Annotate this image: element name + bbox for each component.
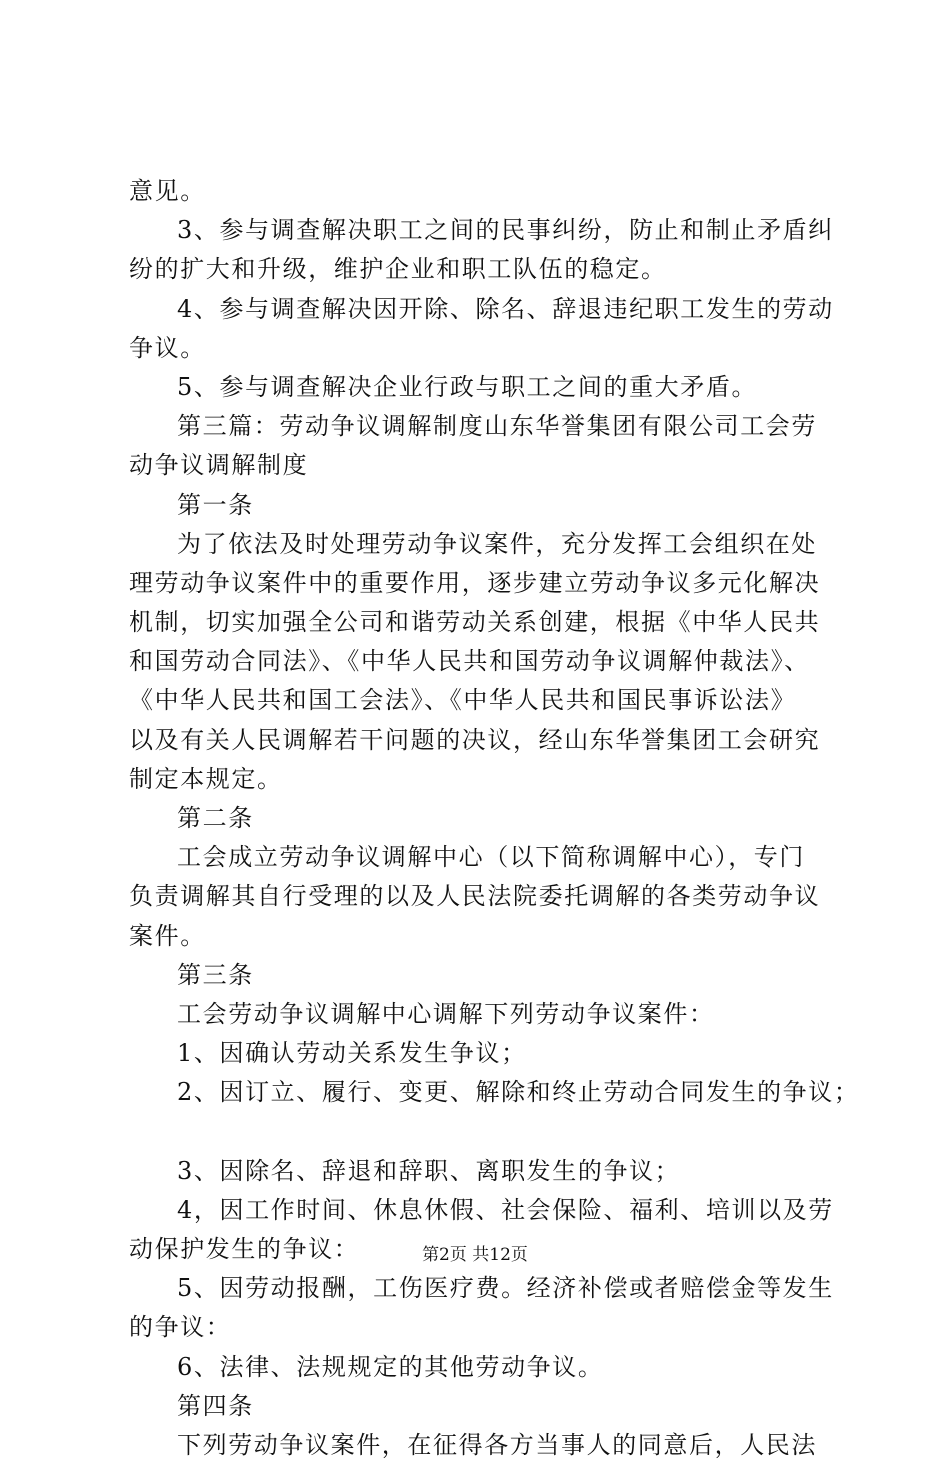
text-line: 理劳动争议案件中的重要作用，逐步建立劳动争议多元化解决 xyxy=(129,568,821,597)
text-line: 纷的扩大和升级，维护企业和职工队伍的稳定。 xyxy=(129,255,667,284)
text-line: 2、因订立、履行、变更、解除和终止劳动合同发生的争议； xyxy=(177,1078,860,1107)
text-line: 为了依法及时处理劳动争议案件，充分发挥工会组织在处 xyxy=(177,529,817,558)
blank-line xyxy=(129,1113,841,1152)
text-line: 动保护发生的争议： xyxy=(129,1235,360,1264)
text-line: 《中华人民共和国工会法》、《中华人民共和国民事诉讼法》 xyxy=(129,686,797,715)
text-line: 下列劳动争议案件，在征得各方当事人的同意后，人民法 xyxy=(177,1431,817,1459)
text-line: 第三条 xyxy=(177,960,254,989)
text-line: 5、因劳动报酬，工伤医疗费。经济补偿或者赔偿金等发生 xyxy=(177,1274,834,1303)
text-line: 3、因除名、辞退和辞职、离职发生的争议； xyxy=(177,1156,681,1185)
text-line: 制定本规定。 xyxy=(129,764,283,793)
text-line: 意见。 xyxy=(129,177,206,205)
text-line: 5、参与调查解决企业行政与职工之间的重大矛盾。 xyxy=(177,372,758,401)
text-line: 第一条 xyxy=(177,490,254,519)
text-line: 争议。 xyxy=(129,333,206,362)
text-line: 4、参与调查解决因开除、除名、辞退违纪职工发生的劳动 xyxy=(177,294,834,323)
text-line: 和国劳动合同法》、《中华人民共和国劳动争议调解仲裁法》、 xyxy=(129,647,810,676)
document-body xyxy=(129,172,860,1465)
text-line: 工会劳动争议调解中心调解下列劳动争议案件： xyxy=(177,999,715,1028)
text-line: 第四条 xyxy=(177,1391,254,1420)
text-line: 机制，切实加强全公司和谐劳动关系创建，根据《中华人民共 xyxy=(129,608,821,637)
text-line: 4，因工作时间、休息休假、社会保险、福利、培训以及劳 xyxy=(177,1195,834,1224)
text-line: 第二条 xyxy=(177,804,254,832)
text-line: 的争议： xyxy=(129,1313,232,1342)
text-line: 第三篇：劳动争议调解制度山东华誉集团有限公司工会劳 xyxy=(177,412,817,441)
page-number-footer: 第2页 共12页 xyxy=(422,1245,528,1265)
text-line: 6、法律、法规规定的其他劳动争议。 xyxy=(177,1352,604,1381)
text-line: 1、因确认劳动关系发生争议； xyxy=(177,1039,527,1068)
text-line: 案件。 xyxy=(129,921,206,950)
text-line: 动争议调解制度 xyxy=(129,451,309,480)
text-line: 负责调解其自行受理的以及人民法院委托调解的各类劳动争议 xyxy=(129,882,821,911)
text-line: 3、参与调查解决职工之间的民事纠纷，防止和制止矛盾纠 xyxy=(177,216,834,245)
text-line: 以及有关人民调解若干问题的决议，经山东华誉集团工会研究 xyxy=(129,725,821,754)
text-line: 工会成立劳动争议调解中心（以下简称调解中心），专门 xyxy=(177,843,805,872)
